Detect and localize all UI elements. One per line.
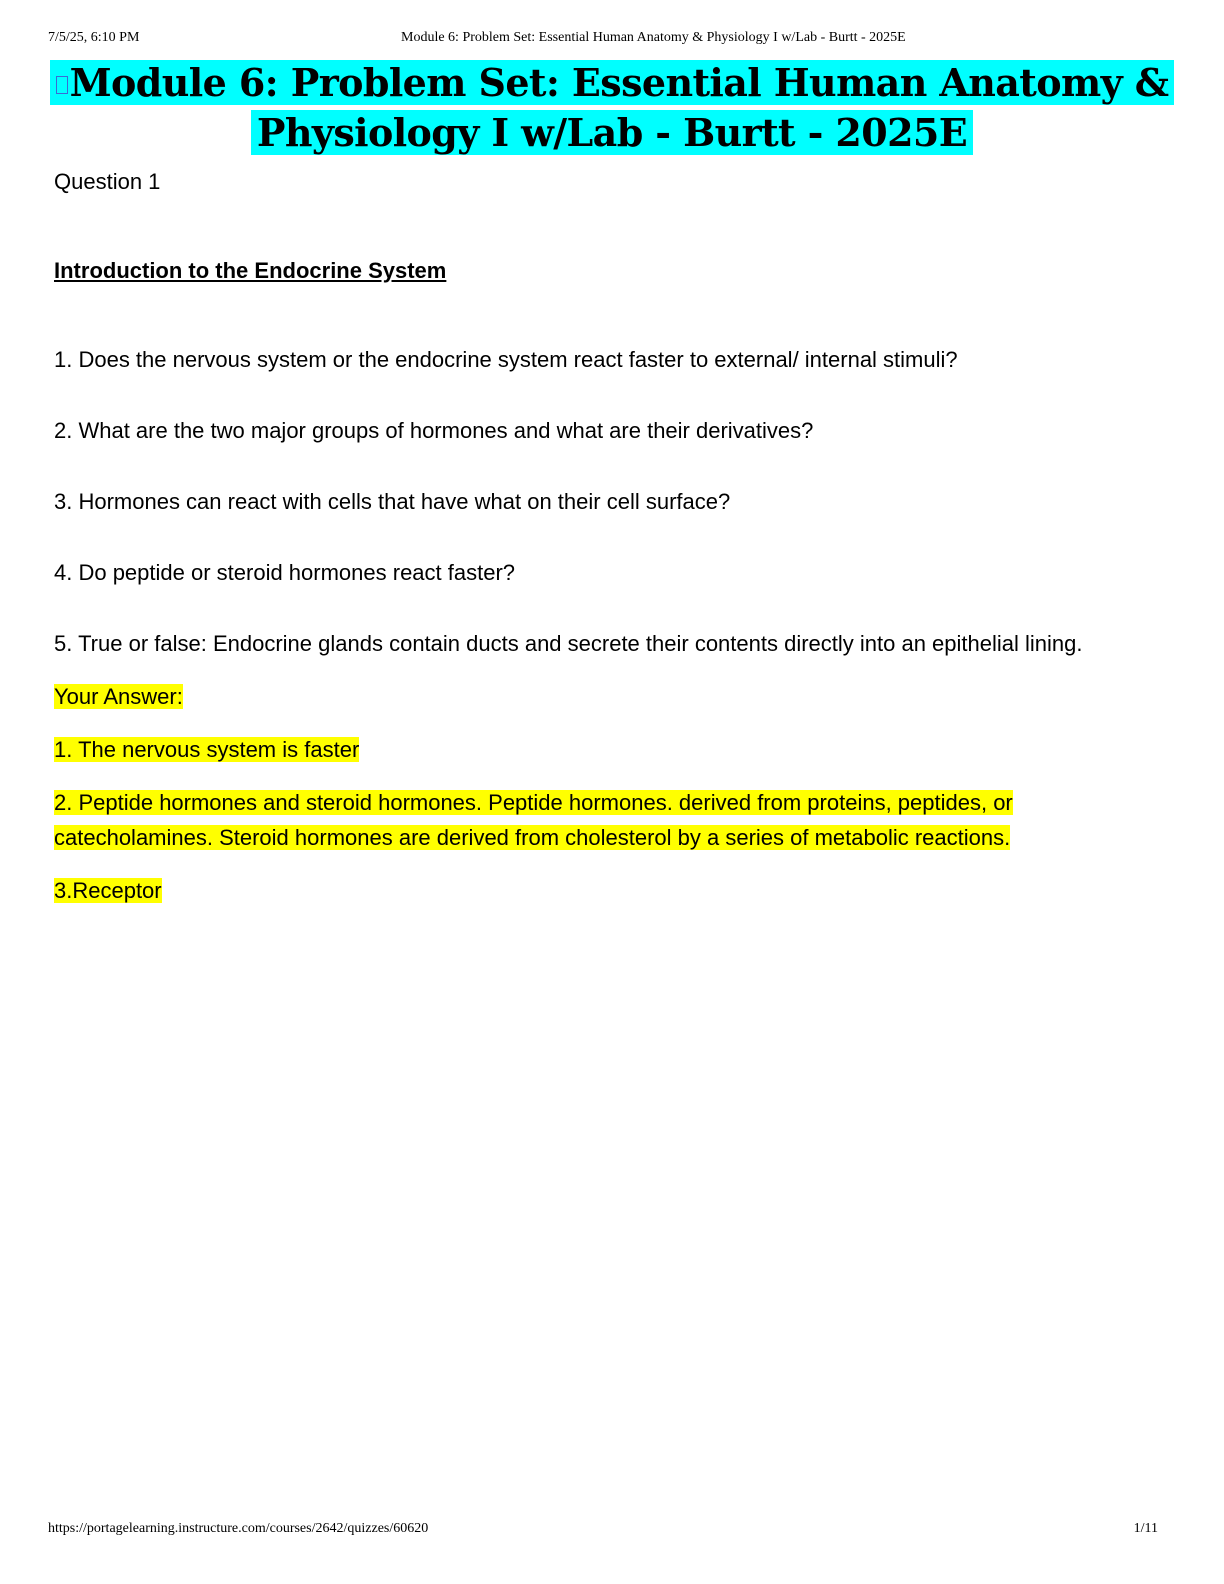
missing-glyph-icon	[56, 76, 68, 94]
page-title-text: Module 6: Problem Set: Essential Human Anatomy & Physiology I w/Lab - Burtt - 2025E	[69, 60, 1169, 155]
print-header	[0, 30, 1224, 50]
print-timestamp: 7/5/25, 6:10 PM	[48, 30, 140, 45]
page-title	[48, 58, 1176, 158]
question-label: Question 1	[54, 169, 161, 194]
question-item-5: 5. True or false: Endocrine glands contain ducts and secrete their contents directly into an epithelial lining.	[54, 631, 1083, 656]
question-content	[54, 164, 1134, 908]
question-item-4: 4. Do peptide or steroid hormones react faster?	[54, 560, 516, 585]
answer-item-text: 3.Receptor	[54, 878, 162, 903]
page-number: 1/11	[1133, 1521, 1158, 1536]
answer-item-text: 2. Peptide hormones and steroid hormones. Peptide hormones. derived from proteins, peptides, or catecholamines. Steroid hormones are derived from cholesterol by a series of metabolic reactions.	[54, 790, 1013, 850]
answer-label	[54, 679, 1134, 714]
print-url: https://portagelearning.instructure.com/courses/2642/quizzes/60620	[48, 1521, 429, 1536]
answer-item-2	[54, 785, 1134, 855]
answer-item-3	[54, 873, 1134, 908]
answer-label-text: Your Answer:	[54, 684, 183, 709]
print-document-title: Module 6: Problem Set: Essential Human Anatomy & Physiology I w/Lab - Burtt - 2025E	[401, 30, 906, 45]
section-title: Introduction to the Endocrine System	[54, 258, 447, 283]
page-title-highlight	[50, 60, 1175, 155]
answer-item-text: 1. The nervous system is faster	[54, 737, 360, 762]
print-footer	[0, 1521, 1224, 1541]
question-item-2: 2. What are the two major groups of hormones and what are their derivatives?	[54, 418, 814, 443]
answer-item-1	[54, 732, 1134, 767]
question-item-3: 3. Hormones can react with cells that have what on their cell surface?	[54, 489, 731, 514]
question-item-1: 1. Does the nervous system or the endocrine system react faster to external/ internal stimuli?	[54, 347, 958, 372]
